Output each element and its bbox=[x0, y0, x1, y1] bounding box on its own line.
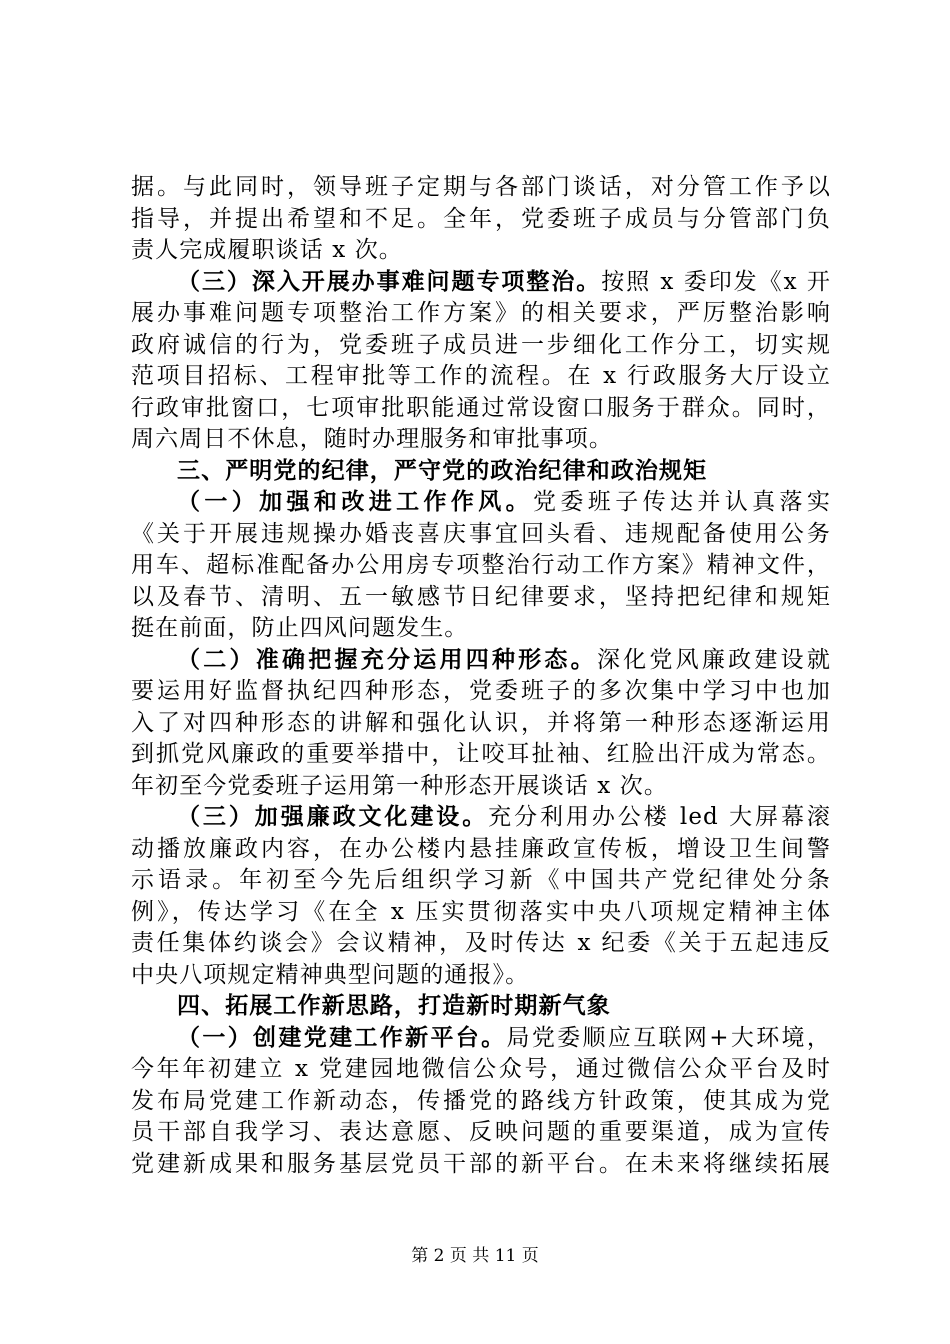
paragraph-text: 深化党风廉政建设就 bbox=[596, 646, 831, 673]
paragraph-line: 例》，传达学习《在全 x 压实贯彻落实中央八项规定精神主体 bbox=[131, 898, 831, 925]
paragraph-line: 指导，并提出希望和不足。全年，党委班子成员与分管部门负 bbox=[131, 205, 831, 232]
paragraph-line: 到抓党风廉政的重要举措中，让咬耳扯袖、红脸出汗成为常态。 bbox=[131, 741, 831, 767]
paragraph-line: 动播放廉政内容，在办公楼内悬挂廉政宣传板，增设卫生间警 bbox=[131, 835, 831, 862]
section-heading-text: 三、严明党的纪律，严守党的政治纪律和政治规矩 bbox=[177, 457, 708, 484]
paragraph-first-line bbox=[131, 267, 831, 299]
section-heading-text: 四、拓展工作新思路，打造新时期新气象 bbox=[177, 993, 611, 1019]
paragraph-line: 以及春节、清明、五一敏感节日纪律要求，坚持把纪律和规矩 bbox=[131, 583, 831, 610]
paragraph-line: 挺在前面，防止四风问题发生。 bbox=[131, 615, 469, 641]
paragraph-line: 员干部自我学习、表达意愿、反映问题的重要渠道，成为宣传 bbox=[131, 1119, 831, 1145]
paragraph-line: 中央八项规定精神典型问题的通报》。 bbox=[131, 961, 530, 988]
paragraph-text: 按照 x 委印发《x 开 bbox=[601, 268, 832, 295]
paragraph-line: 党建新成果和服务基层党员干部的新平台。在未来将继续拓展 bbox=[131, 1150, 831, 1177]
paragraph-line: 责人完成履职谈话 x 次。 bbox=[131, 237, 403, 263]
paragraph-line: 示语录。年初至今先后组织学习新《中国共产党纪律处分条 bbox=[131, 867, 831, 893]
subheading-text: （三）加强廉政文化建设。 bbox=[177, 804, 489, 830]
paragraph-line: 入了对四种形态的讲解和强化认识，并将第一种形态逐渐运用 bbox=[131, 709, 831, 736]
paragraph-line: 政府诚信的行为，党委班子成员进一步细化工作分工，切实规 bbox=[131, 331, 831, 358]
page-footer: 第 2 页 共 11 页 bbox=[411, 1246, 539, 1266]
paragraph-first-line bbox=[131, 1023, 831, 1055]
paragraph-line: 行政审批窗口，七项审批职能通过常设窗口服务于群众。同时， bbox=[131, 394, 831, 421]
paragraph-text: 党委班子传达并认真落实 bbox=[533, 489, 831, 515]
paragraph-line: 今年年初建立 x 党建园地微信公众号，通过微信公众平台及时 bbox=[131, 1056, 831, 1082]
paragraph-line: 范项目招标、工程审批等工作的流程。在 x 行政服务大厅设立 bbox=[131, 363, 831, 389]
document-body bbox=[131, 172, 831, 1180]
subheading-text: （一）加强和改进工作作风。 bbox=[177, 489, 534, 515]
paragraph-line: 周六周日不休息，随时办理服务和审批事项。 bbox=[131, 426, 613, 452]
paragraph-line: 责任集体约谈会》会议精神，及时传达 x 纪委《关于五起违反 bbox=[131, 930, 831, 956]
subheading-text: （一）创建党建工作新平台。 bbox=[177, 1024, 507, 1051]
section-heading bbox=[131, 991, 831, 1023]
paragraph-line: 年初至今党委班子运用第一种形态开展谈话 x 次。 bbox=[131, 772, 668, 799]
paragraph-line: 《关于开展违规操办婚丧喜庆事宜回头看、违规配备使用公务 bbox=[131, 520, 831, 547]
paragraph-first-line bbox=[131, 645, 831, 677]
paragraph-first-line bbox=[131, 802, 831, 834]
paragraph-first-line bbox=[131, 487, 831, 519]
paragraph-line: 据。与此同时，领导班子定期与各部门谈话，对分管工作予以 bbox=[131, 174, 831, 200]
subheading-text: （三）深入开展办事难问题专项整治。 bbox=[177, 268, 602, 295]
paragraph-line: 发布局党建工作新动态，传播党的路线方针政策，使其成为党 bbox=[131, 1087, 831, 1114]
paragraph-line: 用车、超标准配备办公用房专项整治行动工作方案》精神文件， bbox=[131, 552, 831, 578]
paragraph-line: 展办事难问题专项整治工作方案》的相关要求，严厉整治影响 bbox=[131, 300, 831, 326]
subheading-text: （二）准确把握充分运用四种形态。 bbox=[177, 646, 597, 673]
paragraph-line: 要运用好监督执纪四种形态，党委班子的多次集中学习中也加 bbox=[131, 678, 831, 704]
paragraph-text: 充分利用办公楼 led 大屏幕滚 bbox=[488, 804, 831, 830]
section-heading bbox=[131, 456, 831, 488]
paragraph-text: 局党委顺应互联网+大环境， bbox=[506, 1024, 831, 1051]
